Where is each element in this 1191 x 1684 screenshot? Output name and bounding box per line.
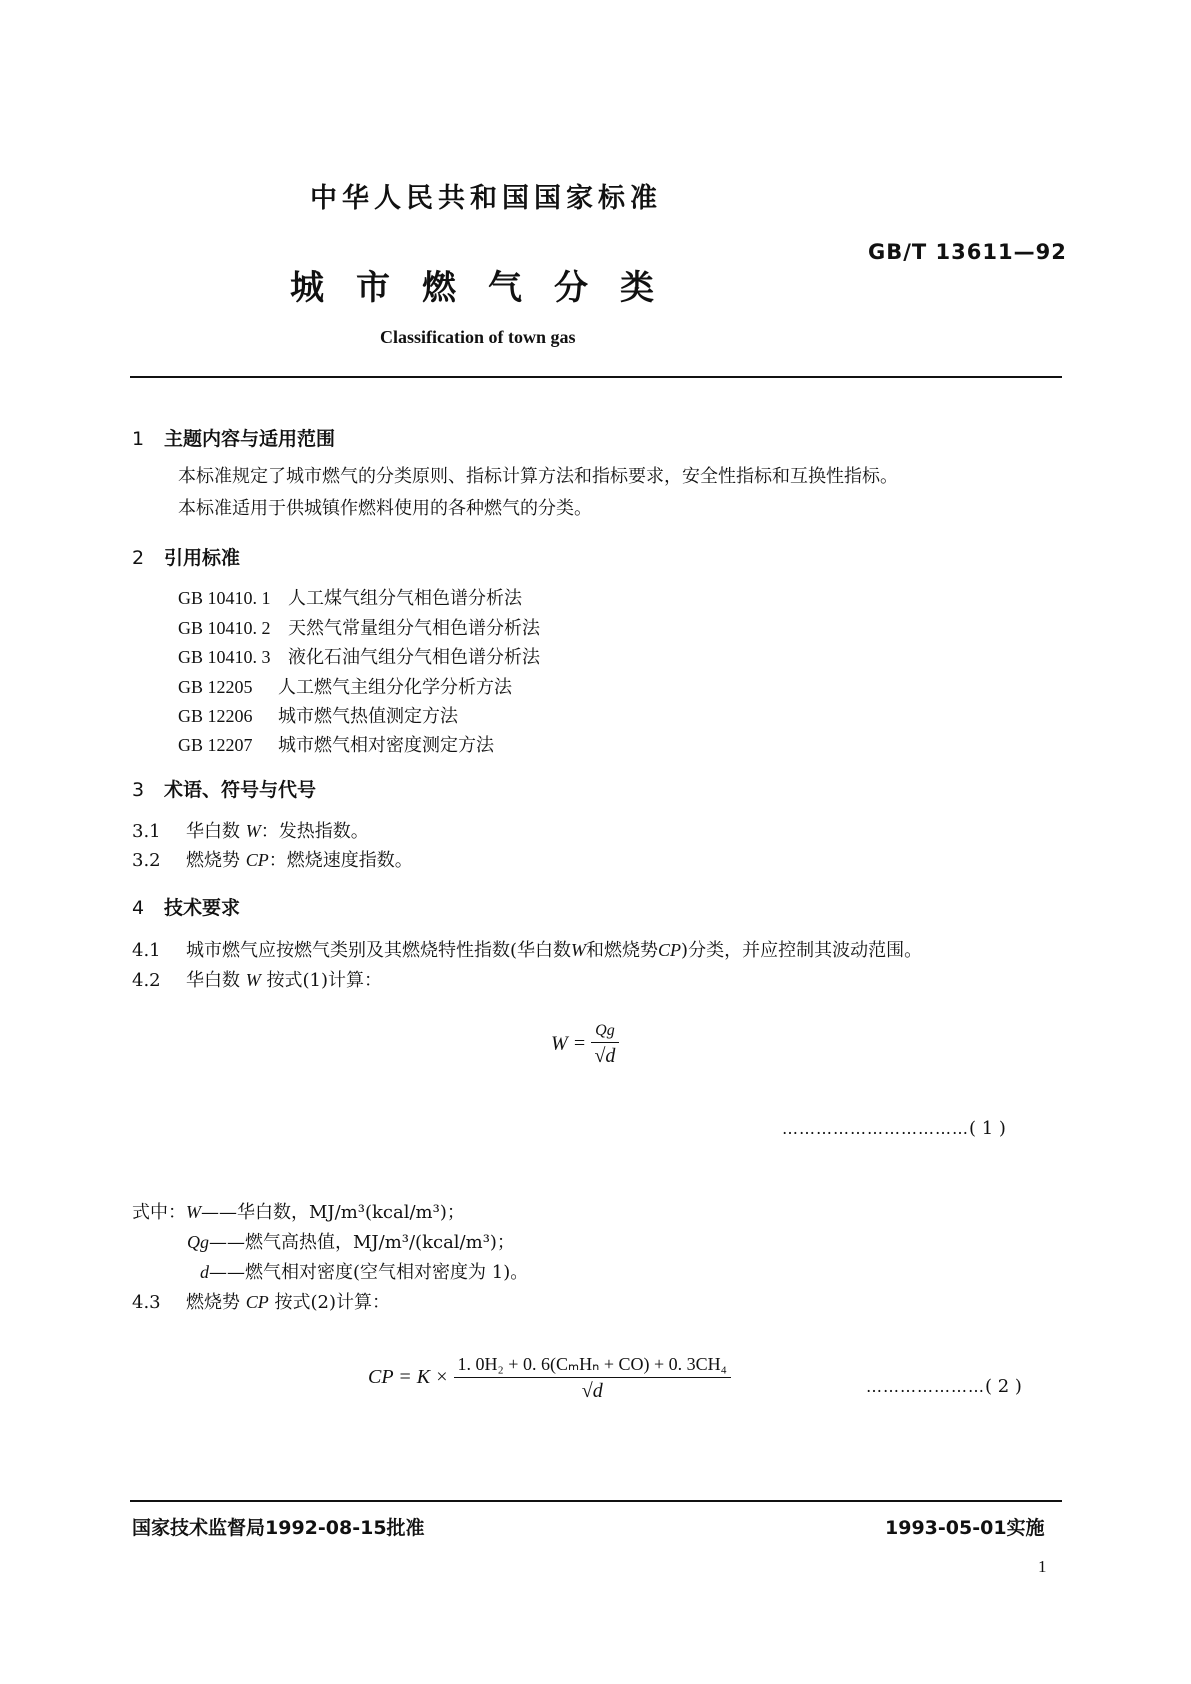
reference-title: 城市燃气热值测定方法 (278, 706, 458, 727)
leader-dots: ………………… (866, 1377, 985, 1396)
section-number: 2 (132, 547, 145, 569)
equation-2-label-row (866, 1376, 1022, 1397)
symbol-cp: CP (245, 850, 269, 870)
symbol-cp: CP (658, 940, 682, 960)
header-rule (130, 376, 1062, 378)
title-char: 市 (356, 268, 390, 308)
title-char: 分 (554, 268, 588, 308)
leader-dots: …………………………… (782, 1119, 969, 1138)
equation-number: ( 2 ) (985, 1376, 1022, 1397)
section-heading-3 (132, 775, 316, 802)
where-item (132, 1198, 465, 1224)
document-title (290, 260, 686, 309)
numerator: 1. 0H₂ + 0. 6(CₘHₙ + CO) + 0. 3CH₄ (454, 1354, 731, 1378)
clause-text: ：发热指数。 (260, 821, 369, 842)
where-desc: ——燃气相对密度(空气相对密度为 1)。 (209, 1262, 529, 1283)
clause-text: 华白数 (186, 821, 240, 842)
equation-number: ( 1 ) (969, 1118, 1006, 1139)
reference-code: GB 12205 (178, 677, 253, 697)
section-title: 引用标准 (164, 547, 241, 569)
section1-paragraph-1: 本标准规定了城市燃气的分类原则、指标计算方法和指标要求，安全性指标和互换性指标。 (178, 466, 898, 487)
clause-number: 3.2 (132, 850, 161, 871)
section-title: 术语、符号与代号 (164, 779, 317, 801)
where-item (200, 1258, 528, 1284)
clause-text: 和燃烧势 (586, 940, 659, 961)
clause-text: )分类，并应控制其波动范围。 (681, 940, 923, 961)
clause-3-2 (132, 846, 413, 872)
reference-item (178, 731, 494, 757)
denominator: √d (594, 1045, 616, 1067)
where-label: 式中： (132, 1202, 186, 1223)
clause-number: 4.3 (132, 1292, 161, 1313)
equation-lhs: W = (551, 1032, 587, 1055)
equation-1-label-row (782, 1118, 1006, 1139)
section-title: 主题内容与适用范围 (164, 428, 336, 450)
reference-code: GB 10410. 3 (178, 647, 271, 667)
reference-code: GB 10410. 1 (178, 588, 271, 608)
symbol-w: W (571, 940, 587, 960)
reference-title: 城市燃气相对密度测定方法 (278, 735, 494, 756)
reference-item (178, 584, 522, 610)
symbol-w: W (245, 970, 261, 990)
footer-rule (130, 1500, 1062, 1502)
reference-item (178, 614, 540, 640)
reference-item (178, 673, 512, 699)
fraction (454, 1354, 731, 1403)
title-char: 燃 (422, 268, 456, 308)
english-subtitle: Classification of town gas (380, 327, 576, 347)
reference-code: GB 12207 (178, 735, 253, 755)
denominator: √d (581, 1380, 603, 1402)
clause-text: ：燃烧速度指数。 (268, 850, 413, 871)
numerator: Qg (591, 1022, 619, 1043)
page-number: 1 (1038, 1557, 1047, 1576)
section-heading-4 (132, 893, 240, 920)
clause-4-1 (132, 936, 922, 962)
title-char: 城 (290, 268, 324, 308)
where-desc: ——燃气高热值，MJ/m³/(kcal/m³)； (209, 1232, 515, 1253)
equation-1 (551, 1022, 619, 1068)
reference-item (178, 643, 540, 669)
where-symbol: d (200, 1262, 209, 1282)
reference-code: GB 10410. 2 (178, 618, 271, 638)
reference-title: 天然气常量组分气相色谱分析法 (288, 618, 540, 639)
reference-title: 人工煤气组分气相色谱分析法 (288, 588, 522, 609)
symbol-w: W (245, 821, 261, 841)
clause-4-2 (132, 966, 382, 992)
where-desc: ——华白数，MJ/m³(kcal/m³)； (201, 1202, 465, 1223)
clause-4-3 (132, 1288, 390, 1314)
equation-2 (368, 1354, 731, 1403)
reference-code: GB 12206 (178, 706, 253, 726)
fraction (591, 1022, 619, 1068)
clause-number: 3.1 (132, 821, 161, 842)
national-standard-label: 中华人民共和国国家标准 (310, 183, 662, 214)
clause-text: 按式(1)计算： (266, 970, 382, 991)
clause-3-1 (132, 817, 369, 843)
section-number: 4 (132, 897, 145, 919)
title-char: 气 (488, 268, 522, 308)
clause-text: 按式(2)计算： (274, 1292, 390, 1313)
reference-title: 液化石油气组分气相色谱分析法 (288, 647, 540, 668)
clause-text: 燃烧势 (186, 850, 240, 871)
reference-item (178, 702, 458, 728)
section1-paragraph-2: 本标准适用于供城镇作燃料使用的各种燃气的分类。 (178, 498, 592, 519)
effective-date: 1993-05-01实施 (885, 1517, 1045, 1539)
clause-number: 4.2 (132, 970, 161, 991)
section-number: 3 (132, 779, 145, 801)
where-item (187, 1228, 515, 1254)
clause-number: 4.1 (132, 940, 161, 961)
clause-text: 城市燃气应按燃气类别及其燃烧特性指数(华白数 (186, 940, 572, 961)
where-symbol: Qg (187, 1232, 209, 1252)
where-symbol: W (186, 1202, 201, 1222)
symbol-cp: CP (245, 1292, 269, 1312)
clause-text: 华白数 (186, 970, 240, 991)
approval-note: 国家技术监督局1992-08-15批准 (132, 1517, 425, 1539)
title-char: 类 (620, 268, 654, 308)
reference-title: 人工燃气主组分化学分析方法 (278, 677, 512, 698)
section-title: 技术要求 (164, 897, 241, 919)
standard-code: GB/T 13611—92 (868, 240, 1067, 264)
section-number: 1 (132, 428, 145, 450)
section-heading-2 (132, 543, 240, 570)
equation-lhs: CP = K × (368, 1366, 449, 1389)
clause-text: 燃烧势 (186, 1292, 240, 1313)
section-heading-1 (132, 424, 335, 451)
